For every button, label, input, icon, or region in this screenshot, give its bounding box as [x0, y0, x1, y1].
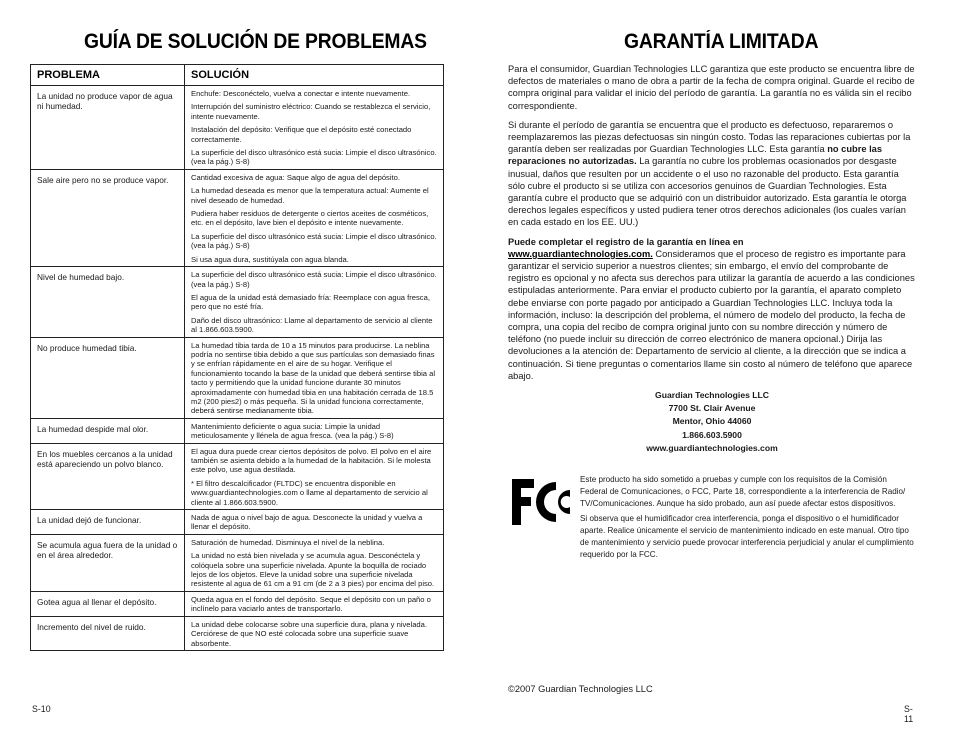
table-row [31, 443, 444, 509]
problem-cell: Incremento del nivel de ruido. [31, 616, 185, 650]
warranty-body [508, 63, 916, 455]
solution-cell [185, 616, 444, 650]
page-number-right: S-11 [904, 704, 914, 724]
solution-cell [185, 337, 444, 418]
problem-cell: La humedad despide mal olor. [31, 418, 185, 443]
p2-bold: no cubre las reparaciones no autorizadas. [508, 144, 882, 167]
fcc-logo-icon [510, 476, 572, 528]
warranty-paragraph-1: Para el consumidor, Guardian Technologies LLC garantiza que este producto se encuentra libre de defectos de materiales o mano de obra a partir de la fecha de compra original. Guarde el recibo de compra original para validar el inicio del período de garantía. La garantía no es válida sin el recibo correspondiente. [508, 64, 915, 111]
solution-item: Queda agua en el fondo del depósito. Seque el depósito con un paño o inclínelo para vaciarlo antes de transportarlo. [191, 594, 431, 614]
problem-cell: Se acumula agua fuera de la unidad o en el área alrededor. [31, 534, 185, 591]
warranty-title: GARANTÍA LIMITADA [624, 30, 819, 53]
solution-cell [185, 169, 444, 266]
address-website[interactable]: www.guardiantechnologies.com [646, 442, 778, 453]
company-address [508, 389, 916, 455]
page-number-left: S-10 [32, 704, 51, 714]
table-row [31, 86, 444, 170]
fcc-statement [580, 474, 916, 563]
table-row [31, 267, 444, 337]
solution-item: * El filtro descalcificador (FLTDC) se encuentra disponible en www.guardiantechnologies.com o llame al departamento de servicio al cliente al 1.866.603.5900. [191, 478, 428, 507]
table-header-row [31, 65, 444, 86]
solution-item: Enchufe: Desconéctelo, vuelva a conectar e intente nuevamente. [191, 89, 411, 98]
solution-item: Mantenimiento deficiente o agua sucia: Limpie la unidad meticulosamente y llénela de agua fresca. (vea la pág.) S-8) [191, 421, 394, 441]
copyright-notice: ©2007 Guardian Technologies LLC [508, 684, 653, 694]
address-street: 7700 St. Clair Avenue [668, 403, 756, 414]
table-row [31, 591, 444, 616]
left-page [30, 0, 444, 738]
table-row [31, 418, 444, 443]
solution-cell [185, 591, 444, 616]
problem-cell: No produce humedad tibia. [31, 337, 185, 418]
solution-item: La unidad debe colocarse sobre una superficie dura, plana y nivelada. Cerciórese de que NO esté colocada sobre una superficie suave absorbente. [191, 619, 427, 648]
fcc-paragraph-2: Si observa que el humidificador crea interferencia, ponga el dispositivo o el humidificador aparte. Realice únicamente el servicio de mantenimiento indicado en este manual. Otro tipo de mantenimiento y servicio puede provocar interferencia perjudicial y anular el cumplimiento requerido por la FCC. [580, 513, 914, 560]
solution-item: Nada de agua o nivel bajo de agua. Desconecte la unidad y vuelva a llenar el depósito. [191, 513, 423, 532]
solution-item: La superficie del disco ultrasónico está sucia: Limpie el disco ultrasónico. (vea la pág.) S-8) [191, 231, 437, 251]
troubleshooting-title: GUÍA DE SOLUCIÓN DE PROBLEMAS [84, 30, 427, 53]
table-row [31, 616, 444, 650]
p3-text: Consideramos que el proceso de registro es importante para garantizar el servicio superior a nuestros clientes; sin embargo, el envío del comprobante de registro es opcional y no afecta sus derechos para utilizar la garantía de acuerdo a las condiciones estipuladas anteriormente. Para enviar el producto cubierto por la garantía, el aparato completo debe enviarse con porte pagado por anticipado a Guardian Technologies LLC. Incluya toda la información, incluso: la descripción del problema, el número de modelo del producto, la fecha de compra, una copia del recibo de compra original junto con su nombre dirección y número de teléfono (no puede incluir su dirección de correo electrónico de manera opcional.) Dirija las devoluciones a la atención de: Departamento de servicio al cliente, a la dirección que se indica a continuación. Si tiene preguntas o comentarios llame sin costo al número de teléfono que aparece abajo. [508, 248, 915, 381]
solution-item: La humedad deseada es menor que la temperatura actual: Aumente el nivel deseado de humedad. [191, 186, 429, 205]
table-row [31, 510, 444, 535]
registration-link[interactable]: www.guardiantechnologies.com. [508, 248, 653, 259]
solution-item: El agua dura puede crear ciertos depósitos de polvo. El polvo en el aire también se asienta debido a la humedad de la habitación. Si le molesta este polvo, use agua destilada. [191, 446, 432, 475]
troubleshooting-table [30, 64, 444, 651]
solution-item: El agua de la unidad está demasiado fría: Reemplace con agua fresca, pero que no esté fría. [191, 292, 430, 312]
solution-item: La humedad tibia tarda de 10 a 15 minutos para producirse. La neblina podría no sentirse tibia debido a que sus partículas son demasiado finas y se enfrían rápidamente en el aire de su hogar. Verifique el funcionamiento tocando la base de la unidad que deberá sentirse tibia al tacto y permitiendo que la unidad funcione durante 30 minutos aproximadamente con humedad tibia en una habitación cerrada de 18.5 m2 (200 pies2) o más pequeña. Si la unidad funciona correctamente, deberá sentirse medianamente tibia. [191, 340, 436, 416]
solution-cell [185, 510, 444, 535]
problem-cell: En los muebles cercanos a la unidad está apareciendo un polvo blanco. [31, 443, 185, 509]
right-page [508, 0, 916, 738]
address-phone: 1.866.603.5900 [682, 429, 742, 440]
warranty-paragraph-3 [508, 236, 916, 382]
header-problem: PROBLEMA [31, 65, 185, 86]
fcc-paragraph-1: Este producto ha sido sometido a pruebas y cumple con los requisitos de la Comisión Federal de Comunicaciones, o FCC, Parte 18, correspondiente a la interferencia de Radio/ TV/Comunicaciones. Aunque ha sido probado, aun así puede afectar estos dispositivos. [580, 475, 906, 509]
solution-item: Cantidad excesiva de agua: Saque algo de agua del depósito. [191, 172, 400, 182]
problem-cell: La unidad dejó de funcionar. [31, 510, 185, 535]
address-company: Guardian Technologies LLC [655, 390, 769, 401]
solution-cell [185, 418, 444, 443]
table-row [31, 337, 444, 418]
p2-text-b: La garantía no cubre los problemas ocasionados por desgaste inusual, daños que resulten por un accidente o el uso no razonable del producto. Esta garantía sólo cubre el producto si se utiliza con accesorios genuinos de Guardian Technologies. Esta garantía cubre el producto que se adquirió con un distribuidor autorizado. Esta garantía le otorga derechos legales específicos y usted pudiera tener otros derechos adicionales (los cuales varían en cada estado en los EE. UU.) [508, 156, 907, 228]
problem-cell: Gotea agua al llenar el depósito. [31, 591, 185, 616]
solution-item: Si usa agua dura, sustitúyala con agua blanda. [191, 254, 349, 264]
solution-item: La superficie del disco ultrasónico está sucia: Limpie el disco ultrasónico. (vea la pág.) S-8) [191, 148, 437, 167]
address-city: Mentor, Ohio 44060 [672, 416, 752, 427]
p2-text-a: Si durante el período de garantía se encuentra que el producto es defectuoso, repararemos o reemplazaremos las piezas defectuosas sin ningún costo. Todas las reparaciones cubiertas por la garantía deben ser realizadas por Guardian Technologies LLC. Esta garantía [508, 119, 911, 155]
solution-item: Daño del disco ultrasónico: Llame al departamento de servicio al cliente al 1.866.603.5900. [191, 315, 433, 335]
solution-cell [185, 534, 444, 591]
solution-item: Interrupción del suministro eléctrico: Cuando se restablezca el servicio, intente nuevamente. [191, 102, 431, 121]
table-row [31, 169, 444, 266]
solution-item: Pudiera haber residuos de detergente o ciertos aceites de cosméticos, etc. en el depósito, lave bien el depósito e intente nuevamente. [191, 209, 429, 228]
solution-cell [185, 267, 444, 337]
solution-item: La superficie del disco ultrasónico está sucia: Limpie el disco ultrasónico. (vea la pág.) S-8) [191, 270, 437, 289]
solution-cell [185, 443, 444, 509]
problem-cell: Nivel de humedad bajo. [31, 267, 185, 337]
header-solution: SOLUCIÓN [185, 65, 444, 86]
problem-cell: La unidad no produce vapor de agua ni humedad. [31, 86, 185, 170]
solution-item: La unidad no está bien nivelada y se acumula agua. Desconéctela y colóquela sobre una superficie nivelada. Apunte la boquilla de rociado lejos de los objetos. Eleve la unidad sobre una superficie nivelada resistente al agua de 61 cm a 91 cm (de 2 a 3 pies) por encima del piso. [191, 551, 435, 589]
p3-bold: Puede completar el registro de la garantía en línea en [508, 236, 744, 247]
table-row [31, 534, 444, 591]
solution-item: Saturación de humedad. Disminuya el nivel de la neblina. [191, 537, 385, 547]
solution-cell [185, 86, 444, 170]
warranty-paragraph-2 [508, 119, 916, 229]
solution-item: Instalación del depósito: Verifique que el depósito esté conectado correctamente. [191, 125, 412, 144]
problem-cell: Sale aire pero no se produce vapor. [31, 169, 185, 266]
